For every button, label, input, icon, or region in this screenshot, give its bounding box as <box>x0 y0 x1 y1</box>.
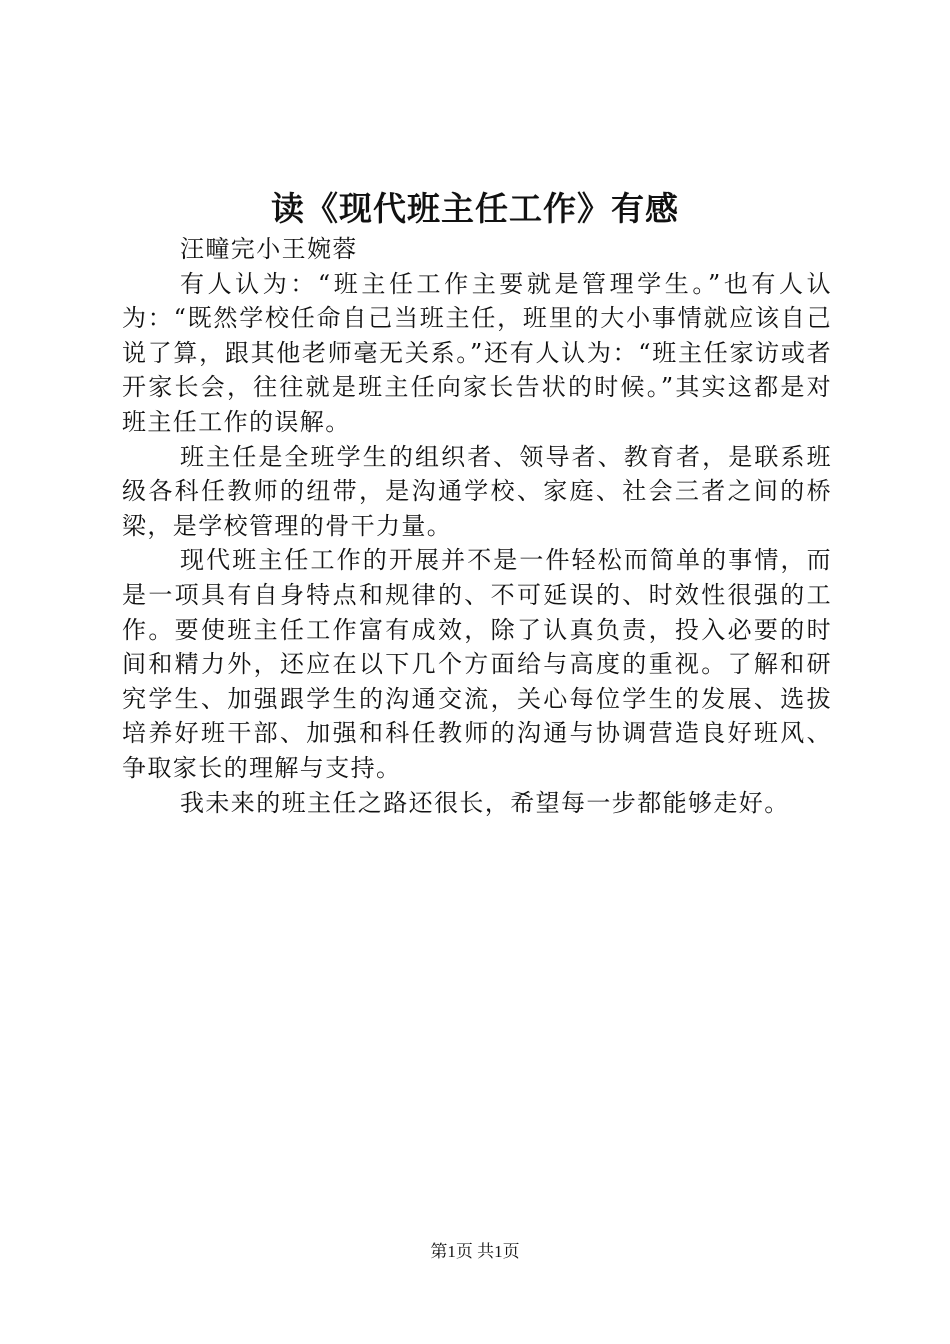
paragraph-1: 有人认为：“班主任工作主要就是管理学生。”也有人认为：“既然学校任命自己当班主任，班里的大小事情就应该自己说了算，跟其他老师毫无关系。”还有人认为：“班主任家访或者开家长会，往往就是班主任向家长告状的时候。”其实这都是对班主任工作的误解。 <box>122 269 832 436</box>
paragraph-4: 我未来的班主任之路还很长，希望每一步都能够走好。 <box>180 788 790 817</box>
author-line: 汪疃完小王婉蓉 <box>180 235 358 263</box>
document-title: 读《现代班主任工作》有感 <box>271 189 679 228</box>
page-footer: 第1页 共1页 <box>430 1242 520 1261</box>
paragraph-2: 班主任是全班学生的组织者、领导者、教育者，是联系班级各科任教师的纽带，是沟通学校、家庭、社会三者之间的桥梁，是学校管理的骨干力量。 <box>122 442 832 540</box>
paragraph-3: 现代班主任工作的开展并不是一件轻松而简单的事情，而是一项具有自身特点和规律的、不可延误的、时效性很强的工作。要使班主任工作富有成效，除了认真负责，投入必要的时间和精力外，还应在以下几个方面给与高度的重视。了解和研究学生、加强跟学生的沟通交流，关心每位学生的发展、选拔培养好班干部、加强和科任教师的沟通与协调营造良好班风、争取家长的理解与支持。 <box>122 546 832 782</box>
document-body <box>122 232 832 820</box>
